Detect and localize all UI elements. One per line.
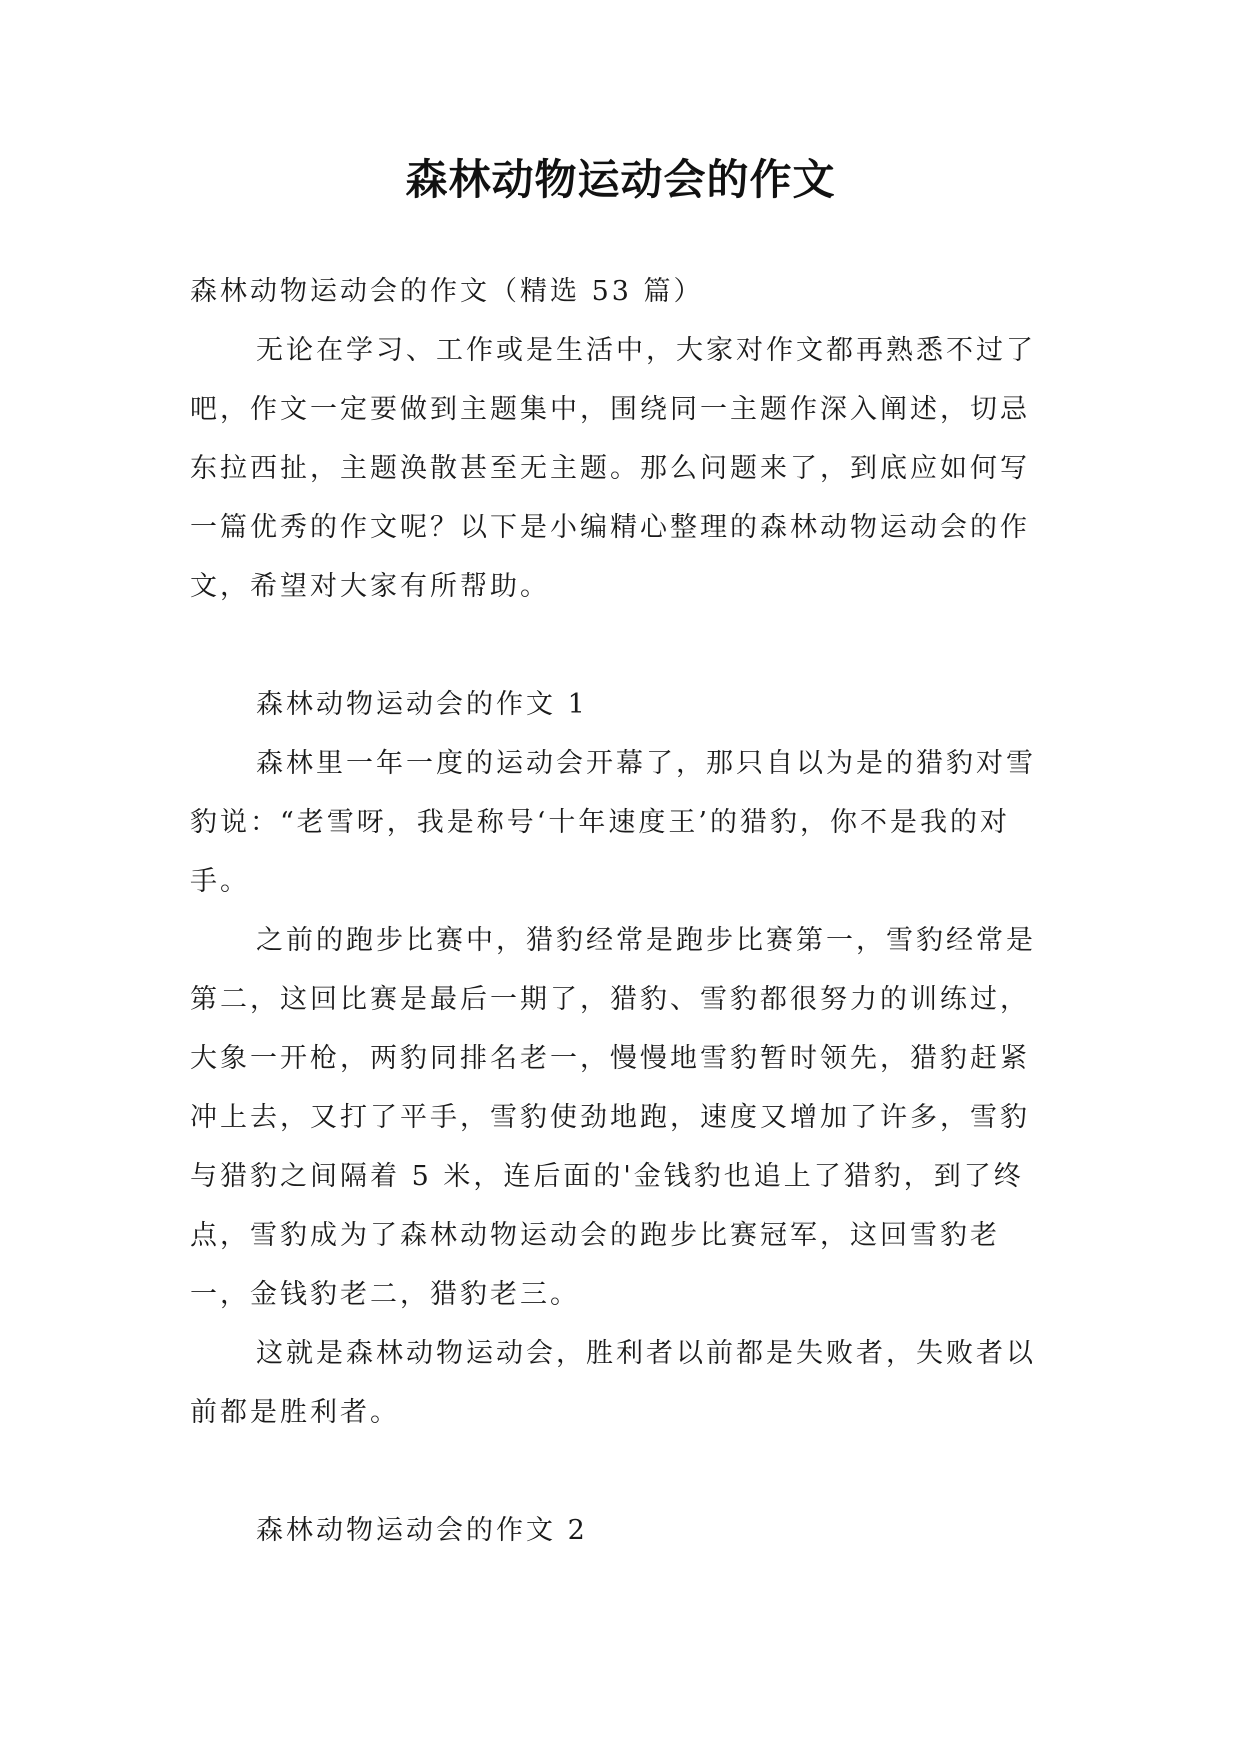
essay-1-heading: 森林动物运动会的作文 1 bbox=[256, 689, 588, 720]
document-title: 森林动物运动会的作文 bbox=[405, 155, 836, 204]
intro-paragraph: 无论在学习、工作或是生活中，大家对作文都再熟悉不过了吧，作文一定要做到主题集中，围绕同一主题作深入阐述，切忌东拉西扯，主题涣散甚至无主题。那么问题来了，到底应如何写一篇优秀的作文呢？以下是小编精心整理的森林动物运动会的作文，希望对大家有所帮助。 bbox=[190, 335, 1036, 602]
document-body bbox=[190, 262, 1050, 1560]
document-subtitle: 森林动物运动会的作文（精选 53 篇） bbox=[190, 276, 704, 307]
section-gap bbox=[190, 1442, 1050, 1501]
essay-2-heading: 森林动物运动会的作文 2 bbox=[256, 1515, 588, 1546]
section-gap bbox=[190, 616, 1050, 675]
essay-1-paragraph-3: 这就是森林动物运动会，胜利者以前都是失败者，失败者以前都是胜利者。 bbox=[190, 1338, 1036, 1428]
essay-1-paragraph-1: 森林里一年一度的运动会开幕了，那只自以为是的猎豹对雪豹说：“老雪呀，我是称号‘十年速度王’的猎豹，你不是我的对手。 bbox=[190, 748, 1036, 897]
essay-1-paragraph-2: 之前的跑步比赛中，猎豹经常是跑步比赛第一，雪豹经常是第二，这回比赛是最后一期了，猎豹、雪豹都很努力的训练过，大象一开枪，两豹同排名老一，慢慢地雪豹暂时领先，猎豹赶紧冲上去，又打了平手，雪豹使劲地跑，速度又增加了许多，雪豹与猎豹之间隔着 5 米，连后面的'金钱豹也追上了猎豹，到了终点，雪豹成为了森林动物运动会的跑步比赛冠军，这回雪豹老一，金钱豹老二，猎豹老三。 bbox=[190, 925, 1036, 1310]
